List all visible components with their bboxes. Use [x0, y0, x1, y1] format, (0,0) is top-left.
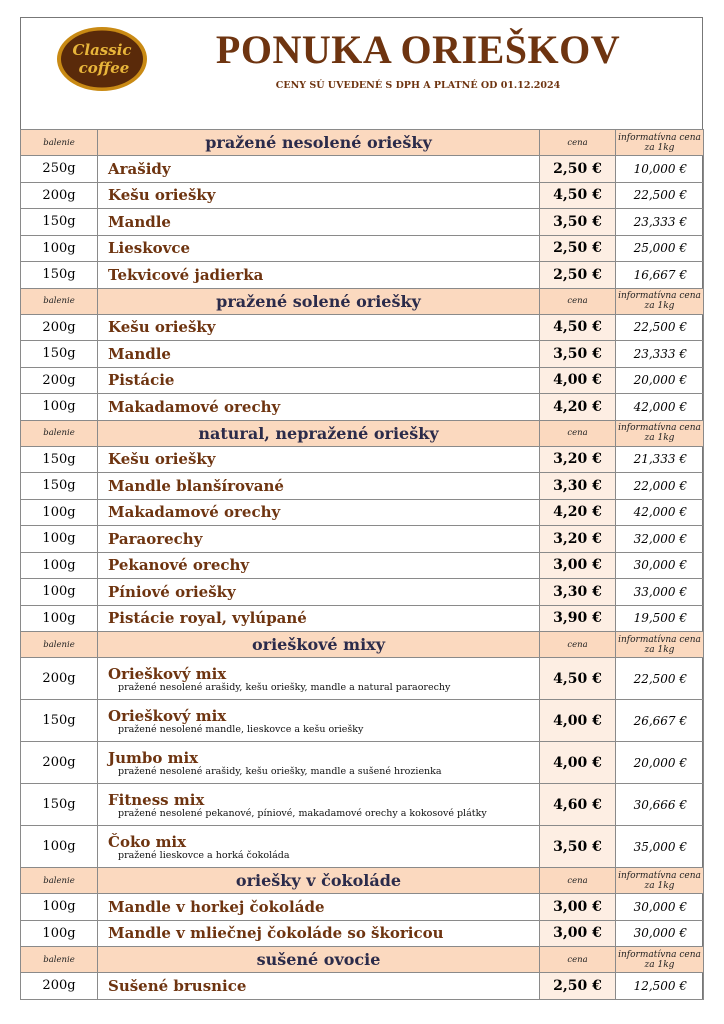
product-weight: 150g [21, 446, 98, 473]
product-price: 3,30 € [540, 473, 616, 500]
product-cell [98, 446, 540, 473]
product-price-per-kg: 30,000 € [616, 552, 704, 579]
section-title: sušené ovocie [98, 947, 540, 973]
classic-coffee-logo [56, 26, 148, 92]
column-label-weight: balenie [21, 632, 98, 658]
column-label-per-kg: informatívna cena za 1kg [616, 288, 704, 314]
product-name: Mandle v horkej čokoláde [108, 897, 325, 916]
table-row [21, 367, 704, 394]
column-label-price: cena [540, 288, 616, 314]
table-row [21, 394, 704, 421]
product-cell [98, 341, 540, 368]
product-price: 3,50 € [540, 341, 616, 368]
product-weight: 100g [21, 394, 98, 421]
product-cell [98, 579, 540, 606]
product-weight: 100g [21, 920, 98, 947]
logo-text-line2: coffee [78, 59, 130, 77]
section-header [21, 288, 704, 314]
table-row [21, 446, 704, 473]
section-header [21, 868, 704, 894]
column-label-weight: balenie [21, 130, 98, 156]
product-price: 3,50 € [540, 826, 616, 868]
product-price-per-kg: 26,667 € [616, 700, 704, 742]
product-weight: 150g [21, 473, 98, 500]
product-weight: 150g [21, 784, 98, 826]
column-label-per-kg: informatívna cena za 1kg [616, 868, 704, 894]
column-label-price: cena [540, 868, 616, 894]
product-description: pražené nesolené mandle, lieskovce a kešu oriešky [118, 723, 364, 735]
product-price: 4,60 € [540, 784, 616, 826]
table-row [21, 579, 704, 606]
product-price: 3,50 € [540, 209, 616, 236]
product-weight: 200g [21, 742, 98, 784]
product-name: Čoko mix [108, 832, 187, 851]
product-price-per-kg: 22,500 € [616, 314, 704, 341]
product-cell [98, 499, 540, 526]
product-price-per-kg: 25,000 € [616, 235, 704, 262]
table-row [21, 235, 704, 262]
section-title: orieškové mixy [98, 632, 540, 658]
product-weight: 200g [21, 314, 98, 341]
product-price: 3,00 € [540, 920, 616, 947]
product-name: Pistácie [108, 371, 175, 390]
product-name: Kešu oriešky [108, 450, 216, 469]
product-price: 2,50 € [540, 973, 616, 1000]
column-label-weight: balenie [21, 868, 98, 894]
product-price: 4,50 € [540, 658, 616, 700]
product-name: Arašidy [108, 159, 171, 178]
product-cell [98, 394, 540, 421]
table-row [21, 894, 704, 921]
product-price: 2,50 € [540, 262, 616, 289]
product-weight: 150g [21, 341, 98, 368]
page-subtitle: CENY SÚ UVEDENÉ S DPH A PLATNÉ OD 01.12.2024 [275, 80, 561, 91]
section-header [21, 130, 704, 156]
product-cell [98, 605, 540, 632]
column-label-price: cena [540, 130, 616, 156]
section-header [21, 947, 704, 973]
column-label-weight: balenie [21, 420, 98, 446]
section-header [21, 632, 704, 658]
product-price-per-kg: 30,000 € [616, 920, 704, 947]
section-title: pražené solené oriešky [98, 288, 540, 314]
product-price: 3,30 € [540, 579, 616, 606]
column-label-price: cena [540, 632, 616, 658]
product-name: Mandle v mliečnej čokoláde so škoricou [108, 924, 444, 943]
product-weight: 100g [21, 579, 98, 606]
product-price-per-kg: 23,333 € [616, 341, 704, 368]
column-label-price: cena [540, 947, 616, 973]
product-price: 4,00 € [540, 700, 616, 742]
table-row [21, 920, 704, 947]
product-name: Píniové oriešky [108, 582, 236, 601]
product-name: Makadamové orechy [108, 503, 281, 522]
product-weight: 200g [21, 367, 98, 394]
product-name: Pistácie royal, vylúpané [108, 609, 307, 628]
product-weight: 100g [21, 499, 98, 526]
product-cell [98, 262, 540, 289]
product-cell [98, 367, 540, 394]
table-row [21, 784, 704, 826]
product-cell [98, 314, 540, 341]
product-weight: 100g [21, 235, 98, 262]
product-price-per-kg: 42,000 € [616, 499, 704, 526]
table-row [21, 209, 704, 236]
section-title: oriešky v čokoláde [98, 868, 540, 894]
column-label-price: cena [540, 420, 616, 446]
product-price: 3,20 € [540, 446, 616, 473]
table-row [21, 473, 704, 500]
product-price-per-kg: 21,333 € [616, 446, 704, 473]
product-weight: 200g [21, 973, 98, 1000]
product-price-per-kg: 19,500 € [616, 605, 704, 632]
product-cell [98, 742, 540, 784]
product-price: 2,50 € [540, 235, 616, 262]
product-weight: 150g [21, 209, 98, 236]
product-weight: 150g [21, 262, 98, 289]
product-cell [98, 552, 540, 579]
table-row [21, 262, 704, 289]
product-price: 3,00 € [540, 894, 616, 921]
price-table [20, 129, 704, 1000]
product-name: Mandle [108, 212, 171, 231]
table-row [21, 182, 704, 209]
product-cell [98, 894, 540, 921]
product-name: Mandle blanšírované [108, 476, 284, 495]
table-row [21, 973, 704, 1000]
product-name: Tekvicové jadierka [108, 265, 264, 284]
product-price: 2,50 € [540, 156, 616, 183]
product-name: Jumbo mix [108, 748, 199, 767]
product-cell [98, 973, 540, 1000]
product-cell [98, 209, 540, 236]
table-row [21, 605, 704, 632]
table-row [21, 742, 704, 784]
product-description: pražené nesolené pekanové, píniové, makadamové orechy a kokosové plátky [118, 807, 487, 819]
product-price-per-kg: 42,000 € [616, 394, 704, 421]
product-price-per-kg: 23,333 € [616, 209, 704, 236]
product-price-per-kg: 20,000 € [616, 367, 704, 394]
product-price-per-kg: 10,000 € [616, 156, 704, 183]
product-price: 4,50 € [540, 314, 616, 341]
table-row [21, 341, 704, 368]
section-title: natural, nepražené oriešky [98, 420, 540, 446]
logo-text-line1: Classic [72, 41, 132, 59]
table-row [21, 156, 704, 183]
product-weight: 100g [21, 552, 98, 579]
product-description: pražené lieskovce a horká čokoláda [118, 849, 290, 861]
product-price-per-kg: 12,500 € [616, 973, 704, 1000]
product-price-per-kg: 16,667 € [616, 262, 704, 289]
column-label-per-kg: informatívna cena za 1kg [616, 420, 704, 446]
product-cell [98, 473, 540, 500]
product-name: Mandle [108, 344, 171, 363]
product-name: Kešu oriešky [108, 318, 216, 337]
product-description: pražené nesolené arašidy, kešu oriešky, mandle a sušené hrozienka [118, 765, 442, 777]
product-name: Makadamové orechy [108, 397, 281, 416]
product-price-per-kg: 30,666 € [616, 784, 704, 826]
product-cell [98, 156, 540, 183]
product-weight: 100g [21, 894, 98, 921]
column-label-per-kg: informatívna cena za 1kg [616, 130, 704, 156]
price-table-body [21, 130, 704, 1000]
product-name: Pekanové orechy [108, 556, 250, 575]
product-name: Fitness mix [108, 790, 205, 809]
product-price: 4,20 € [540, 499, 616, 526]
product-price: 4,00 € [540, 367, 616, 394]
table-row [21, 700, 704, 742]
product-price: 4,20 € [540, 394, 616, 421]
product-weight: 150g [21, 700, 98, 742]
product-cell [98, 182, 540, 209]
product-price-per-kg: 22,000 € [616, 473, 704, 500]
product-price-per-kg: 22,500 € [616, 658, 704, 700]
product-price: 3,90 € [540, 605, 616, 632]
product-weight: 100g [21, 605, 98, 632]
product-price-per-kg: 35,000 € [616, 826, 704, 868]
product-cell [98, 826, 540, 868]
product-price-per-kg: 20,000 € [616, 742, 704, 784]
column-label-weight: balenie [21, 288, 98, 314]
product-cell [98, 235, 540, 262]
column-label-per-kg: informatívna cena za 1kg [616, 632, 704, 658]
product-cell [98, 658, 540, 700]
product-name: Lieskovce [108, 239, 191, 258]
product-weight: 200g [21, 182, 98, 209]
product-cell [98, 700, 540, 742]
product-weight: 100g [21, 526, 98, 553]
product-weight: 250g [21, 156, 98, 183]
product-name: Kešu oriešky [108, 186, 216, 205]
product-description: pražené nesolené arašidy, kešu oriešky, mandle a natural paraorechy [118, 681, 451, 693]
table-row [21, 314, 704, 341]
product-cell [98, 526, 540, 553]
product-price: 4,00 € [540, 742, 616, 784]
product-name: Orieškový mix [108, 706, 227, 725]
product-name: Orieškový mix [108, 664, 227, 683]
product-price: 3,00 € [540, 552, 616, 579]
product-price-per-kg: 32,000 € [616, 526, 704, 553]
product-cell [98, 920, 540, 947]
product-weight: 200g [21, 658, 98, 700]
product-price: 3,20 € [540, 526, 616, 553]
product-price-per-kg: 33,000 € [616, 579, 704, 606]
product-cell [98, 784, 540, 826]
product-price: 4,50 € [540, 182, 616, 209]
table-row [21, 826, 704, 868]
column-label-weight: balenie [21, 947, 98, 973]
product-price-per-kg: 30,000 € [616, 894, 704, 921]
table-row [21, 658, 704, 700]
table-row [21, 526, 704, 553]
column-label-per-kg: informatívna cena za 1kg [616, 947, 704, 973]
product-name: Paraorechy [108, 529, 203, 548]
page-title: PONUKA ORIEŠKOV [215, 27, 621, 72]
table-row [21, 499, 704, 526]
product-name: Sušené brusnice [108, 976, 247, 995]
table-row [21, 552, 704, 579]
product-price-per-kg: 22,500 € [616, 182, 704, 209]
product-weight: 100g [21, 826, 98, 868]
section-header [21, 420, 704, 446]
section-title: pražené nesolené oriešky [98, 130, 540, 156]
